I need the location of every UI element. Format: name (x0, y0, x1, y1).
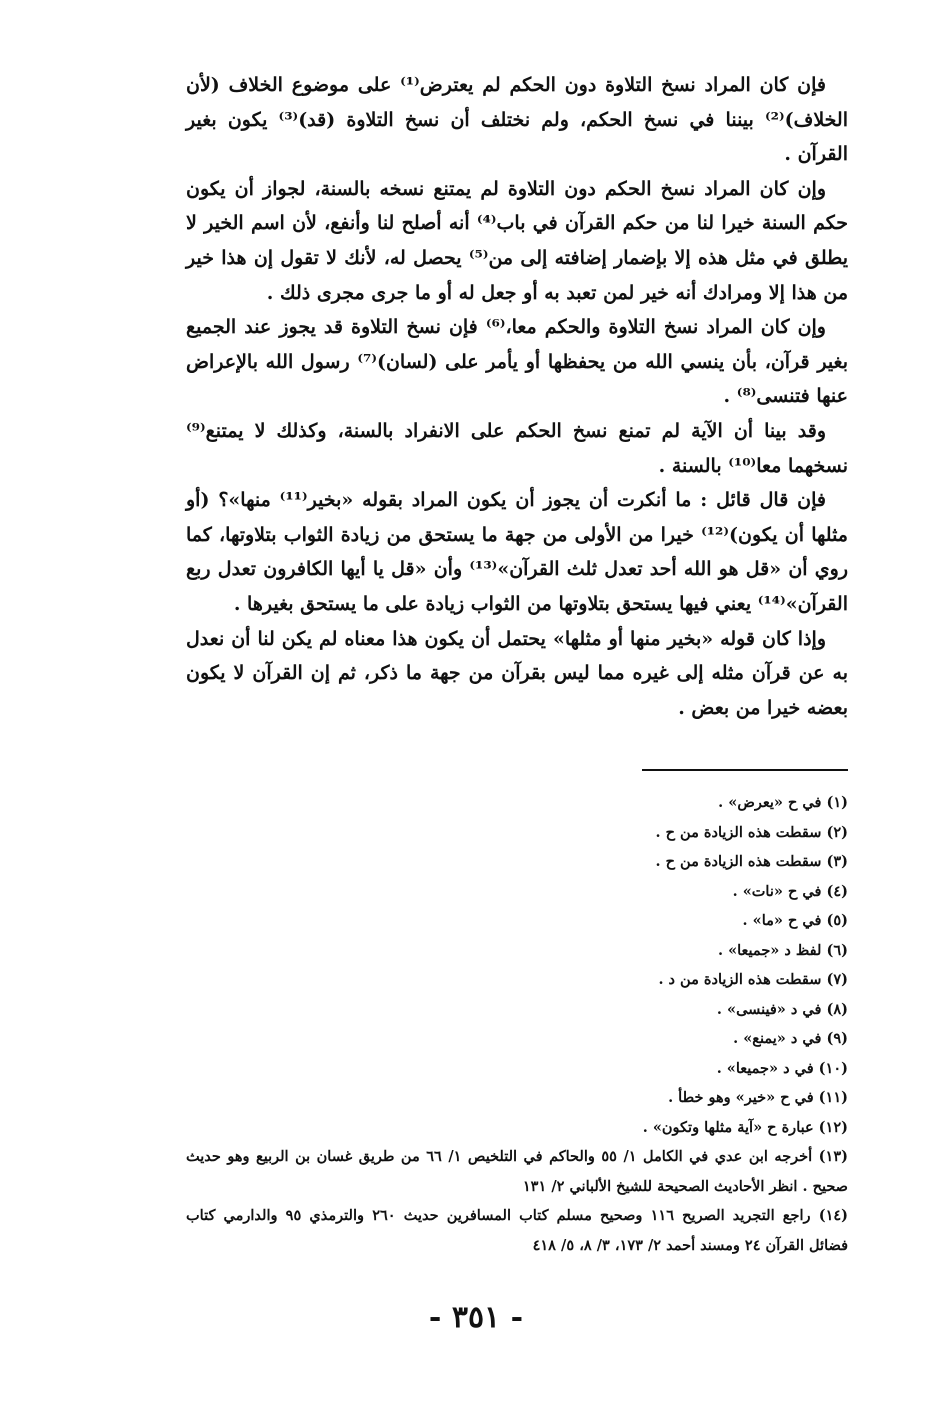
footnote: (٣) سقطت هذه الزيادة من ح . (655, 853, 848, 870)
paragraph: وإن كان المراد نسخ التلاوة والحكم معا،⁽⁶⁾ فإن نسخ التلاوة قد يجوز عند الجميع بغير قرآن، بأن ينسي الله من يحفظها أو يأمر على (لسان)⁽⁷⁾ رسول الله بالإعراض عنها فتنسى⁽⁸⁾ . (186, 316, 849, 408)
footnote: (٨) في د «فينسى» . (716, 1000, 848, 1018)
main-text (186, 68, 848, 725)
footnote: (١٣) أخرجه ابن عدي في الكامل ١/ ٥٥ والحاكم في التلخيص ١/ ٦٦ من طريق غسان بن الربيع وهو حديث صحيح . انظر الأحاديث الصحيحة للشيخ الألباني ٢/ ١٣١ (186, 1148, 848, 1195)
footnote: (٢) سقطت هذه الزيادة من ح . (655, 823, 848, 841)
paragraph: وقد بينا أن الآية لم تمنع نسخ الحكم على الانفراد بالسنة، وكذلك لا يمتنع⁽⁹⁾ نسخهما معا⁽¹⁰⁾ بالسنة . (186, 419, 848, 477)
footnote-divider (642, 769, 848, 771)
paragraph: فإن قال قائل : ما أنكرت أن يجوز أن يكون المراد بقوله «بخير⁽¹¹⁾ منها»؟ (أو مثلها أن يكون)⁽¹²⁾ خيرا من الأولى من جهة ما يستحق من زيادة الثواب بتلاوتها، كما روي أن «قل هو الله أحد تعدل ثلث القرآن»⁽¹³⁾ وأن «قل يا أيها الكافرون تعدل ربع القرآن»⁽¹⁴⁾ يعني فيها يستحق بتلاوتها من الثواب زيادة على ما يستحق بغيرها . (186, 489, 848, 615)
paragraph: فإن كان المراد نسخ التلاوة دون الحكم لم يعترض⁽¹⁾ على موضوع الخلاف (لأن الخلاف)⁽²⁾ بيننا في نسخ الحكم، ولم نختلف أن نسخ التلاوة (قد)⁽³⁾ يكون بغير القرآن . (186, 74, 848, 166)
footnote: (٤) في ح «نات» . (732, 882, 848, 900)
footnote: (٧) سقطت هذه الزيادة من د . (658, 971, 848, 988)
paragraph: وإذا كان قوله «بخير منها أو مثلها» يحتمل أن يكون هذا معناه لم يكن لنا أن نعدل به عن قرآن مثله إلى غيره مما ليس بقرآن من جهة ما ذكر، ثم إن القرآن لا يكون بعضه خيرا من بعض . (186, 627, 848, 719)
footnote: (١٢) عبارة ح «آية مثلها وتكون» . (642, 1118, 848, 1136)
footnote: (١٠) في د «جميعا» . (716, 1059, 848, 1077)
footnote: (١٤) راجع التجريد الصريح ١١٦ وصحيح مسلم كتاب المسافرين حديث ٢٦٠ والترمذي ٩٥ والدارمي كتاب فضائل القرآن ٢٤ ومسند أحمد ٢/ ١٧٣، ٣/ ٨، ٥/ ٤١٨ (186, 1207, 849, 1254)
paragraph: وإن كان المراد نسخ الحكم دون التلاوة لم يمتنع نسخه بالسنة، لجواز أن يكون حكم السنة خيرا لنا من حكم القرآن في باب⁽⁴⁾ أنه أصلح لنا وأنفع، لأن اسم الخير لا يطلق في مثل هذه إلا بإضمار إضافته إلى من⁽⁵⁾ يحصل له، لأنك لا تقول إن هذا خير من هذا إلا ومرادك أنه خير لمن تعبد به أو جعل له أو ما جرى مجرى ذلك . (186, 177, 849, 304)
footnote: (٥) في ح «ما» . (742, 912, 848, 929)
footnote: (٦) لفظ د «جميعا» . (717, 941, 848, 959)
footnote: (١١) في ح «خير» وهو خطأ . (668, 1089, 848, 1106)
footnote: (١) في ح «يعرض» . (718, 794, 848, 811)
page-number: - ٣٥١ - (428, 1300, 524, 1335)
footnotes (186, 788, 848, 1260)
footnote: (٩) في د «يمنع» . (733, 1030, 848, 1047)
